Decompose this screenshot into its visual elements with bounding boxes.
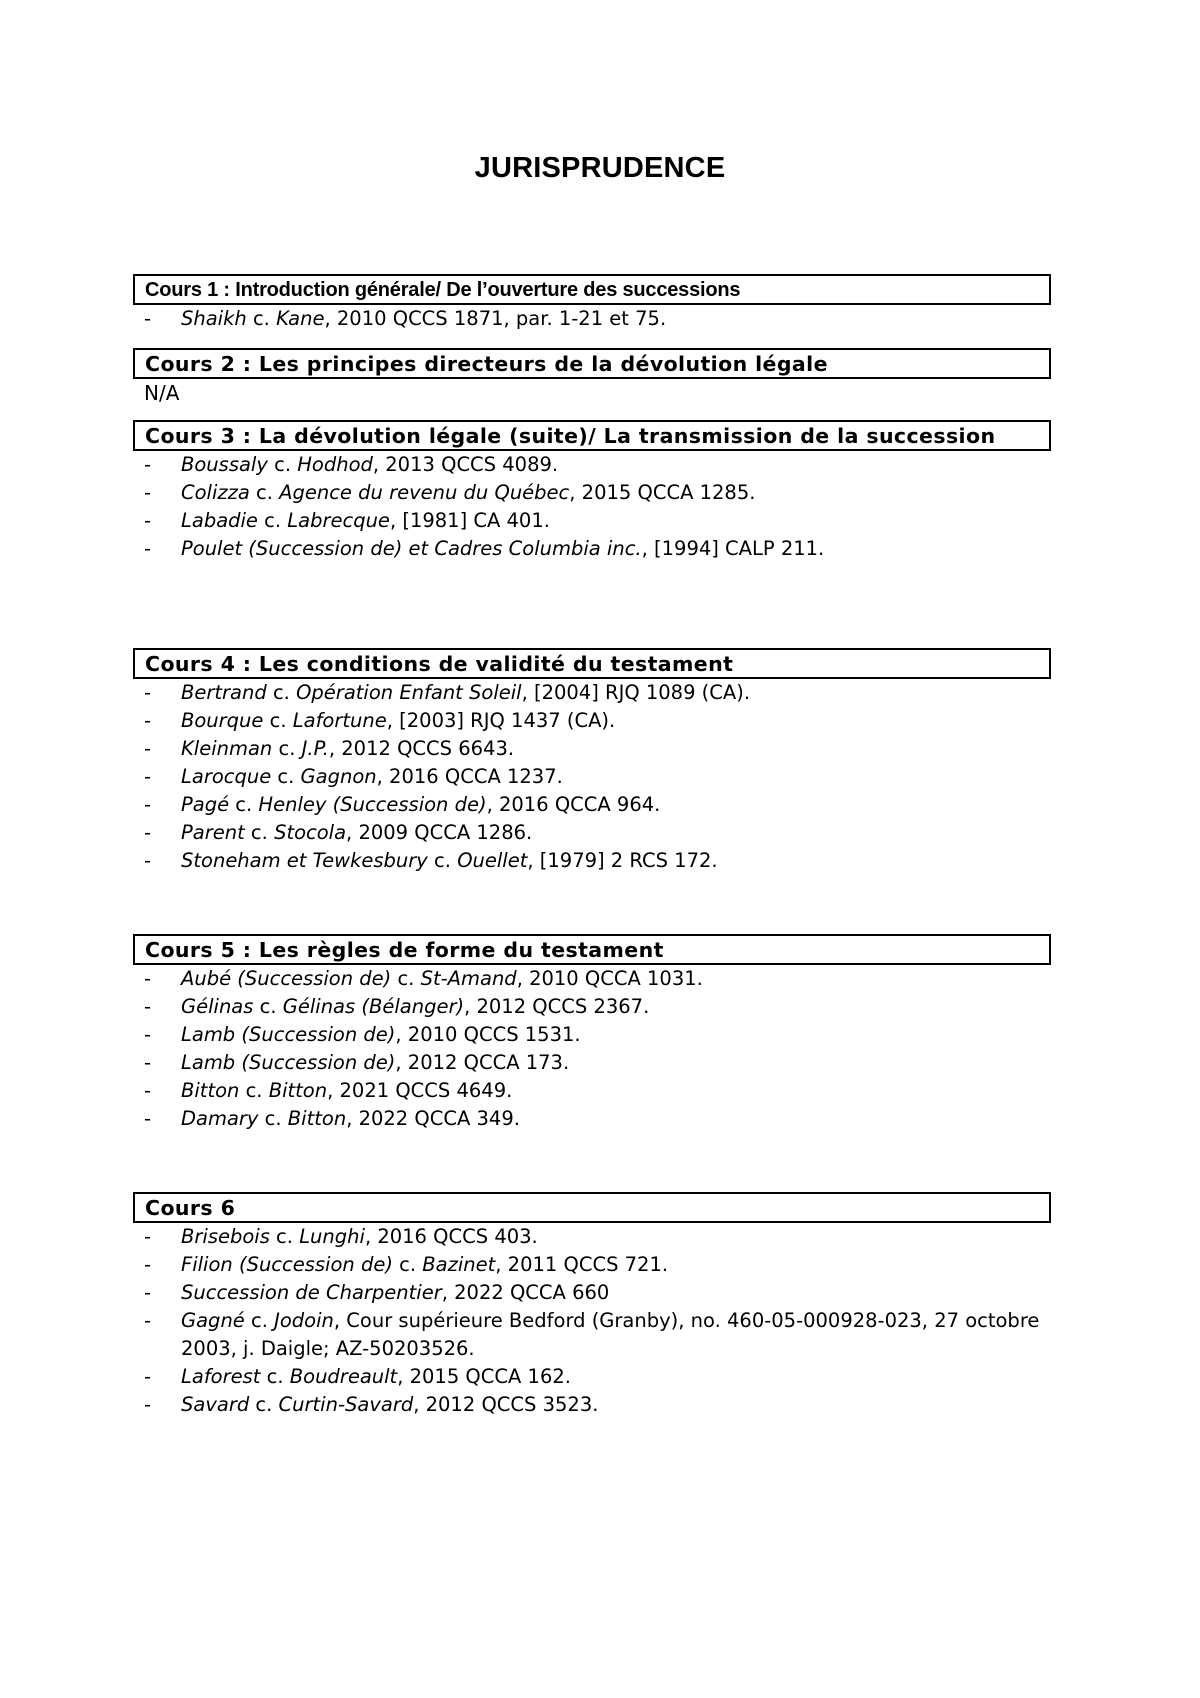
list-dash: - [144, 1309, 152, 1332]
case-party-a: Larocque [181, 765, 272, 788]
list-item [133, 1077, 1051, 1105]
list-dash: - [144, 709, 152, 732]
case-party-b: Bitton [287, 1107, 347, 1130]
section-heading: Cours 1 : Introduction générale/ De l’ouverture des successions [133, 274, 1051, 305]
list-dash: - [144, 1365, 152, 1388]
case-citation: , 2021 QCCS 4649. [327, 1079, 513, 1102]
list-dash: - [144, 849, 152, 872]
case-versus: c. [258, 1107, 288, 1130]
list-dash: - [144, 1079, 152, 1102]
section-heading: Cours 5 : Les règles de forme du testament [133, 934, 1051, 965]
case-party-b: Opération Enfant Soleil [296, 681, 522, 704]
list-item [133, 993, 1051, 1021]
case-list [133, 305, 1051, 333]
list-dash: - [144, 1023, 152, 1046]
case-citation: , 2022 QCCA 349. [346, 1107, 520, 1130]
case-party-a: Bitton [181, 1079, 240, 1102]
case-versus: c. [229, 793, 259, 816]
list-item [133, 507, 1051, 535]
case-citation: , 2013 QCCS 4089. [372, 453, 559, 476]
case-versus: c. [257, 509, 288, 532]
case-citation: , Cour supérieure Bedford (Granby), no. 460-05-000928-023, 27 octobre 2003, j. Daigle; AZ-50203526. [181, 1309, 1040, 1360]
page-title: JURISPRUDENCE [474, 152, 726, 184]
case-party-a: Bertrand [181, 681, 267, 704]
list-item [133, 1391, 1051, 1419]
case-citation: , [1981] CA 401. [389, 509, 550, 532]
case-party-a: Parent [181, 821, 245, 844]
section-heading: Cours 3 : La dévolution légale (suite)/ La transmission de la succession [133, 420, 1051, 451]
list-item [133, 451, 1051, 479]
list-item [133, 305, 1051, 333]
list-item [133, 1105, 1051, 1133]
case-party-b: J.P. [301, 737, 329, 760]
list-dash: - [144, 995, 152, 1018]
case-versus: c. [239, 1079, 269, 1102]
case-citation: , 2016 QCCA 1237. [376, 765, 563, 788]
case-citation: , 2012 QCCA 173. [395, 1051, 570, 1074]
case-party-b: Curtin-Savard [278, 1393, 414, 1416]
case-party-a: Boussaly [181, 453, 268, 476]
section-heading: Cours 4 : Les conditions de validité du testament [133, 648, 1051, 679]
list-item [133, 1049, 1051, 1077]
case-citation: , 2010 QCCS 1871, par. 1-21 et 75. [324, 307, 667, 330]
section-heading: Cours 2 : Les principes directeurs de la dévolution légale [133, 348, 1051, 379]
case-versus: c. [267, 453, 298, 476]
list-dash: - [144, 1281, 152, 1304]
case-versus: c. [427, 849, 458, 872]
case-citation: , [2003] RJQ 1437 (CA). [386, 709, 616, 732]
list-dash: - [144, 1393, 152, 1416]
case-party-a: Gagné [181, 1309, 245, 1332]
list-dash: - [144, 307, 152, 330]
case-citation: , 2010 QCCS 1531. [395, 1023, 581, 1046]
case-party-b: Labrecque [287, 509, 390, 532]
case-party-a: Colizza [181, 481, 250, 504]
list-dash: - [144, 737, 152, 760]
case-citation: , 2012 QCCS 6643. [328, 737, 515, 760]
list-dash: - [144, 1253, 152, 1276]
list-dash: - [144, 681, 152, 704]
list-item [133, 679, 1051, 707]
case-party-a: Damary [181, 1107, 259, 1130]
list-item [133, 847, 1051, 875]
list-item [133, 791, 1051, 819]
case-party-a: Laforest [181, 1365, 261, 1388]
case-party-a: Lamb (Succession de) [181, 1051, 396, 1074]
case-citation: , 2015 QCCA 1285. [569, 481, 756, 504]
case-party-a: Pagé [181, 793, 230, 816]
list-item [133, 479, 1051, 507]
section-note: N/A [144, 381, 180, 405]
case-list [133, 679, 1051, 875]
section-cours-6 [133, 1192, 1051, 1419]
case-party-a: Gélinas [181, 995, 254, 1018]
case-party-b: Henley (Succession de) [258, 793, 487, 816]
case-versus: c. [249, 481, 280, 504]
section-cours-5 [133, 934, 1051, 1133]
case-versus: c. [244, 821, 275, 844]
list-item [133, 819, 1051, 847]
list-dash: - [144, 1051, 152, 1074]
case-versus: c. [249, 1393, 279, 1416]
case-versus: c. [260, 1365, 290, 1388]
list-item [133, 1363, 1051, 1391]
case-versus: c. [269, 1225, 300, 1248]
list-item [133, 1251, 1051, 1279]
case-citation: , 2012 QCCS 2367. [464, 995, 650, 1018]
case-party-b: Gélinas (Bélanger) [282, 995, 465, 1018]
case-party-a: Shaikh [181, 307, 247, 330]
case-party-b: Ouellet [457, 849, 528, 872]
case-party-a: Brisebois [181, 1225, 270, 1248]
list-dash: - [144, 453, 152, 476]
case-party-b: Jodoin [274, 1309, 334, 1332]
case-versus: c. [244, 1309, 275, 1332]
case-versus: c. [392, 1253, 423, 1276]
list-item [133, 965, 1051, 993]
case-party-b: Bitton [268, 1079, 328, 1102]
case-party-a: Poulet (Succession de) et Cadres Columbia inc. [181, 537, 642, 560]
list-item [133, 535, 1051, 563]
section-cours-4 [133, 648, 1051, 875]
case-list [133, 451, 1051, 563]
case-party-a: Kleinman [181, 737, 273, 760]
case-citation: , [1994] CALP 211. [641, 537, 825, 560]
case-party-a: Stoneham et Tewkesbury [181, 849, 428, 872]
case-party-b: Gagnon [300, 765, 377, 788]
list-item [133, 1021, 1051, 1049]
case-versus: c. [271, 765, 301, 788]
list-dash: - [144, 481, 152, 504]
case-party-b: Boudreault [289, 1365, 398, 1388]
case-citation: , 2011 QCCS 721. [495, 1253, 669, 1276]
case-versus: c. [263, 709, 293, 732]
case-party-a: Bourque [181, 709, 264, 732]
case-citation: , 2012 QCCS 3523. [413, 1393, 599, 1416]
list-dash: - [144, 821, 152, 844]
case-list [133, 965, 1051, 1133]
case-party-b: Agence du revenu du Québec [279, 481, 570, 504]
case-versus: c. [272, 737, 302, 760]
case-party-a: Savard [181, 1393, 250, 1416]
case-party-b: Lunghi [299, 1225, 365, 1248]
list-dash: - [144, 1225, 152, 1248]
section-heading: Cours 6 [133, 1192, 1051, 1223]
list-item [133, 763, 1051, 791]
list-dash: - [144, 765, 152, 788]
case-versus: c. [253, 995, 283, 1018]
case-party-b: Lafortune [292, 709, 387, 732]
case-party-b: Bazinet [422, 1253, 496, 1276]
case-versus: c. [266, 681, 297, 704]
case-versus: c. [391, 967, 421, 990]
case-party-a: Filion (Succession de) [181, 1253, 393, 1276]
list-dash: - [144, 509, 152, 532]
list-dash: - [144, 537, 152, 560]
case-citation: , 2009 QCCA 1286. [346, 821, 533, 844]
section-cours-2 [133, 348, 1051, 407]
case-party-b: Kane [276, 307, 325, 330]
case-citation: , [1979] 2 RCS 172. [527, 849, 718, 872]
list-item [133, 1307, 1051, 1363]
list-dash: - [144, 1107, 152, 1130]
list-dash: - [144, 793, 152, 816]
section-cours-1 [133, 274, 1051, 333]
case-citation: , 2016 QCCS 403. [364, 1225, 538, 1248]
case-party-b: Stocola [274, 821, 347, 844]
case-party-b: St-Amand [420, 967, 517, 990]
list-item [133, 707, 1051, 735]
case-citation: , 2022 QCCA 660 [441, 1281, 610, 1304]
list-item [133, 1279, 1051, 1307]
list-item [133, 735, 1051, 763]
case-citation: , 2016 QCCA 964. [486, 793, 661, 816]
case-list [133, 1223, 1051, 1419]
case-party-a: Succession de Charpentier [181, 1281, 442, 1304]
case-party-a: Aubé (Succession de) [181, 967, 392, 990]
case-party-a: Lamb (Succession de) [181, 1023, 396, 1046]
case-citation: , 2010 QCCA 1031. [516, 967, 703, 990]
case-party-a: Labadie [181, 509, 258, 532]
list-dash: - [144, 967, 152, 990]
section-cours-3 [133, 420, 1051, 563]
case-party-b: Hodhod [297, 453, 373, 476]
case-versus: c. [246, 307, 277, 330]
list-item [133, 1223, 1051, 1251]
case-citation: , 2015 QCCA 162. [397, 1365, 571, 1388]
case-citation: , [2004] RJQ 1089 (CA). [521, 681, 751, 704]
